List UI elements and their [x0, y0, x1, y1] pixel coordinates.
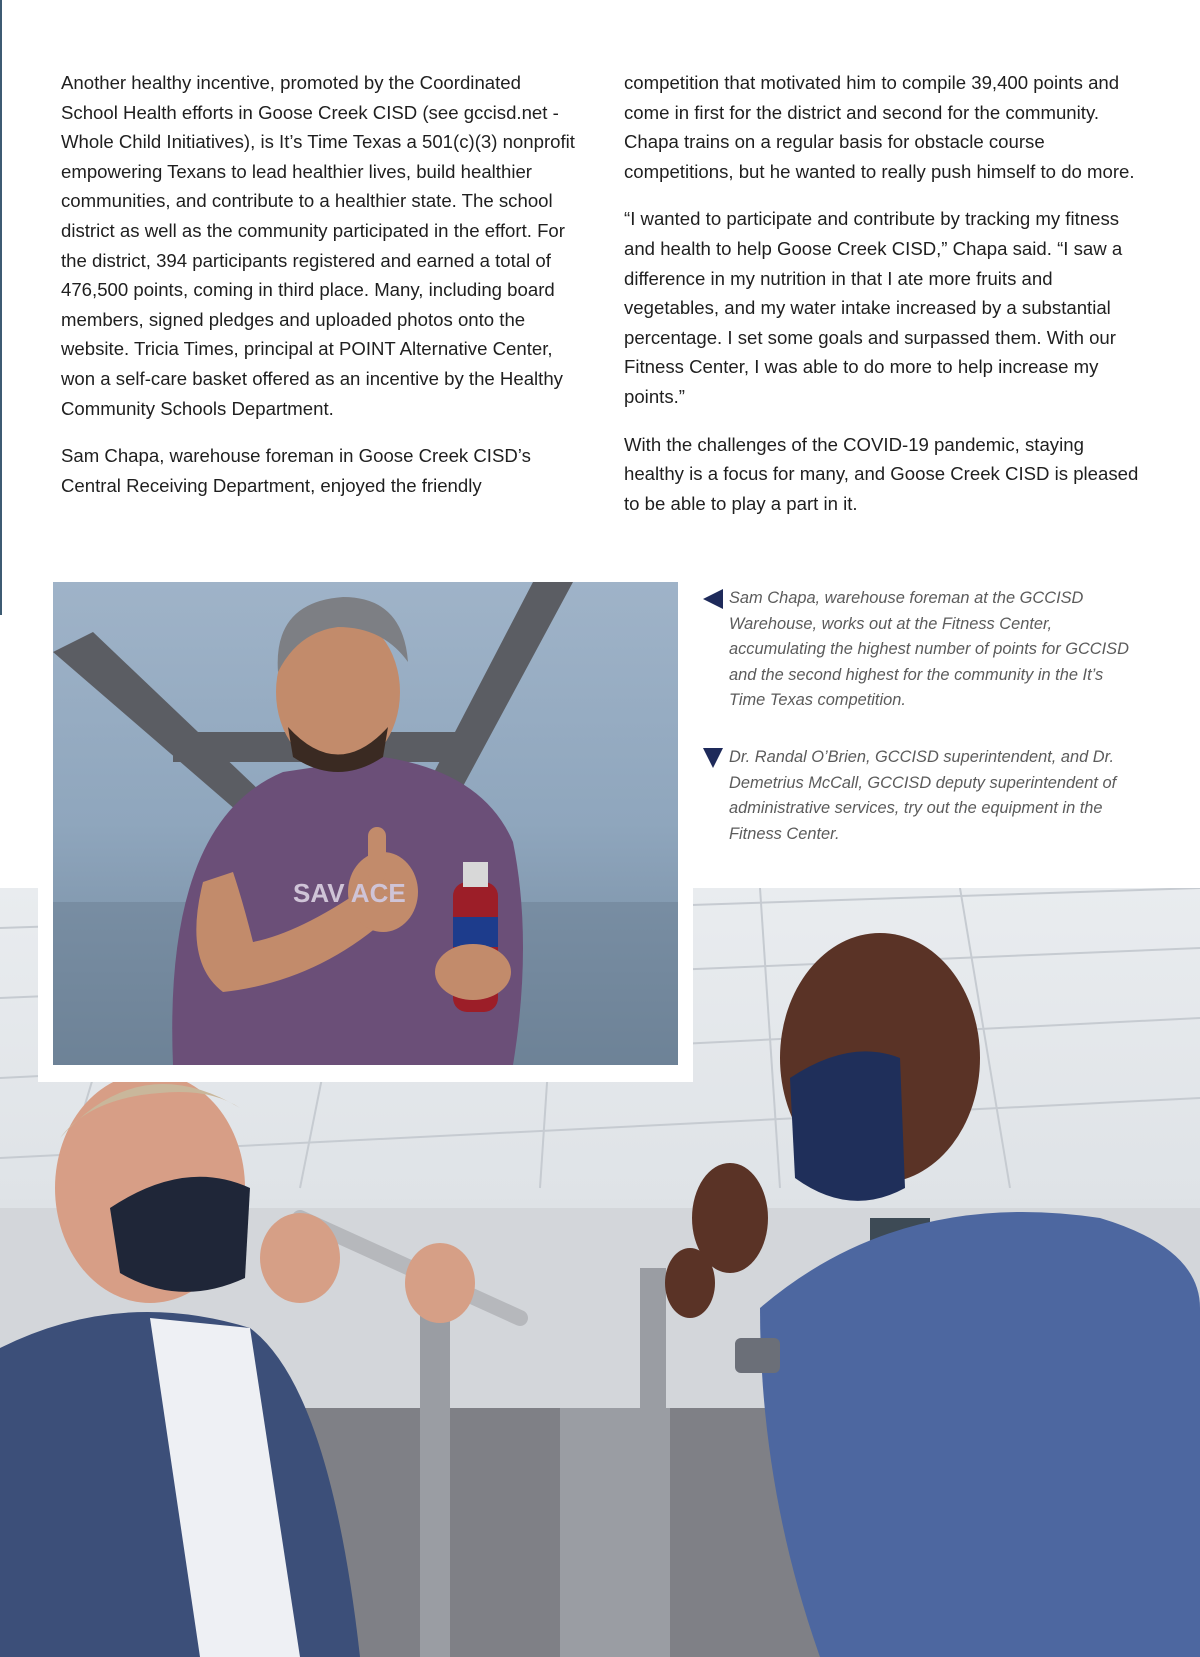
photo-captions [700, 586, 1140, 878]
chapa-photo-illustration [53, 582, 678, 1065]
triangle-left-icon [702, 588, 724, 610]
article-paragraph: “I wanted to participate and contribute by tracking my fitness and health to help Goose Creek CISD,” Chapa said. “I saw a difference in my nutrition in that I ate more fruits and vegetables, and my water intake increased by a substantial percentage. I set some goals and surpassed them. With our Fitness Center, I was able to do more to help increase my points.” [624, 208, 1123, 407]
photo-sam-chapa [53, 582, 678, 1065]
shirt-print-text: SAV ACE [293, 878, 406, 908]
caption-sam-chapa [700, 586, 1140, 714]
page-edge-bar [0, 0, 2, 615]
caption-administrators [700, 745, 1140, 847]
article-paragraph: Another healthy incentive, promoted by the Coordinated School Health efforts in Goose Creek CISD (see gccisd.net - Whole Child Initiatives), is It’s Time Texas a 501(c)(3) nonprofit empowering Texans to lead healthier lives, build healthier communities, and contribute to a healthier state. The school district as well as the community participated in the effort. For the district, 394 participants registered and earned a total of 476,500 points, coming in third place. Many, including board members, signed pledges and uploaded photos onto the website. Tricia Times, principal at POINT Alternative Center, won a self-care basket offered as an incentive by the Healthy Community Schools Department. [61, 72, 575, 419]
article-paragraph: Sam Chapa, warehouse foreman in Goose Creek CISD’s Central Receiving Department, enjoyed the friendly [61, 445, 531, 496]
article-paragraph: With the challenges of the COVID-19 pandemic, staying healthy is a focus for many, and Goose Creek CISD is pleased to be able to play a part in it. [624, 433, 1139, 514]
article-column-right [624, 68, 1139, 536]
triangle-down-icon [702, 747, 724, 769]
caption-text: Dr. Randal O’Brien, GCCISD superintendent, and Dr. Demetrius McCall, GCCISD deputy superintendent of administrative services, try out the equipment in the Fitness Center. [729, 747, 1117, 843]
caption-text: Sam Chapa, warehouse foreman at the GCCISD Warehouse, works out at the Fitness Center, accumulating the highest number of points for GCCISD and the second highest for the community in the It’s Time Texas competition. [729, 589, 1129, 710]
article-paragraph: competition that motivated him to compile 39,400 points and come in first for the district and second for the community. Chapa trains on a regular basis for obstacle course competitions, but he wanted to really push himself to do more. [624, 72, 1135, 182]
article-column-left [61, 68, 576, 518]
